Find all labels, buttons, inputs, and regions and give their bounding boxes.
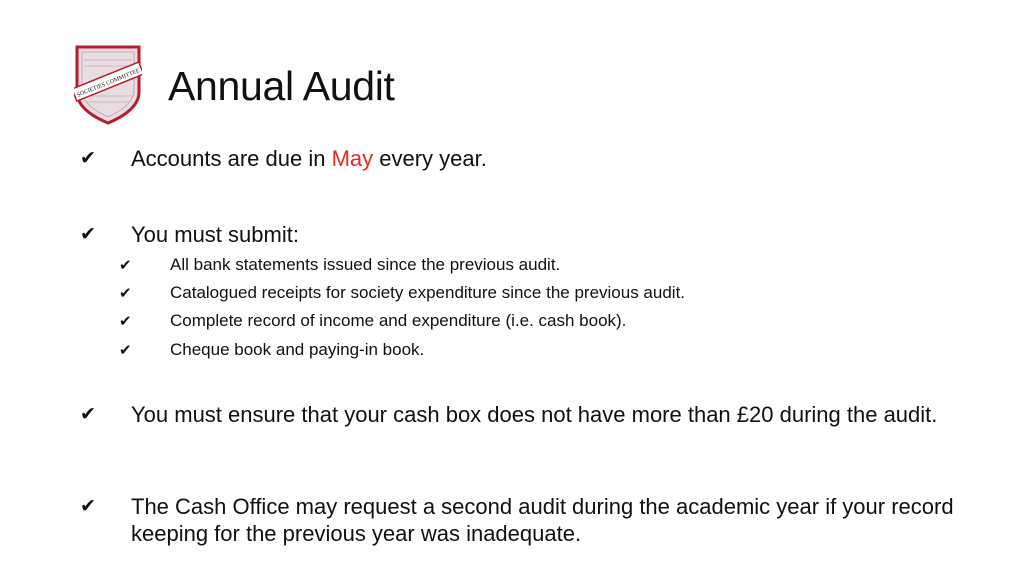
sub-bullet-cash-book [119,310,919,332]
sub-bullet-receipts [119,282,919,304]
bullet-second-audit [80,493,960,547]
bullet-due-date [80,145,960,172]
check-icon: ✔ [80,403,96,425]
bullet-text: You must submit: [131,222,299,247]
page-title: Annual Audit [168,63,395,109]
sub-bullet-text: Complete record of income and expenditure (i.e. cash book). [170,311,627,330]
societies-committee-logo [74,44,142,126]
bullet-text-after: every year. [373,146,487,171]
sub-bullet-bank-statements [119,254,919,276]
check-icon: ✔ [119,341,132,359]
check-icon: ✔ [80,223,96,245]
sub-bullet-text: All bank statements issued since the previous audit. [170,255,561,274]
bullet-text [131,145,960,172]
sub-bullet-cheque-book [119,339,919,361]
due-month-highlight: May [331,146,374,171]
sub-bullet-text: Cheque book and paying-in book. [170,340,425,359]
check-icon: ✔ [80,495,96,517]
logo-text: SOCIETIES COMMITTEE [76,68,141,99]
sub-bullet-text: Catalogued receipts for society expenditure since the previous audit. [170,283,686,302]
check-icon: ✔ [119,284,132,302]
bullet-text-before: Accounts are due in [131,146,332,171]
check-icon: ✔ [119,312,132,330]
check-icon: ✔ [119,256,132,274]
bullet-cash-box [80,401,960,428]
bullet-text: The Cash Office may request a second audit during the academic year if your record keeping for the previous year was inadequate. [131,494,954,546]
check-icon: ✔ [80,147,96,169]
bullet-submit [80,221,960,248]
bullet-text: You must ensure that your cash box does not have more than £20 during the audit. [131,402,938,427]
